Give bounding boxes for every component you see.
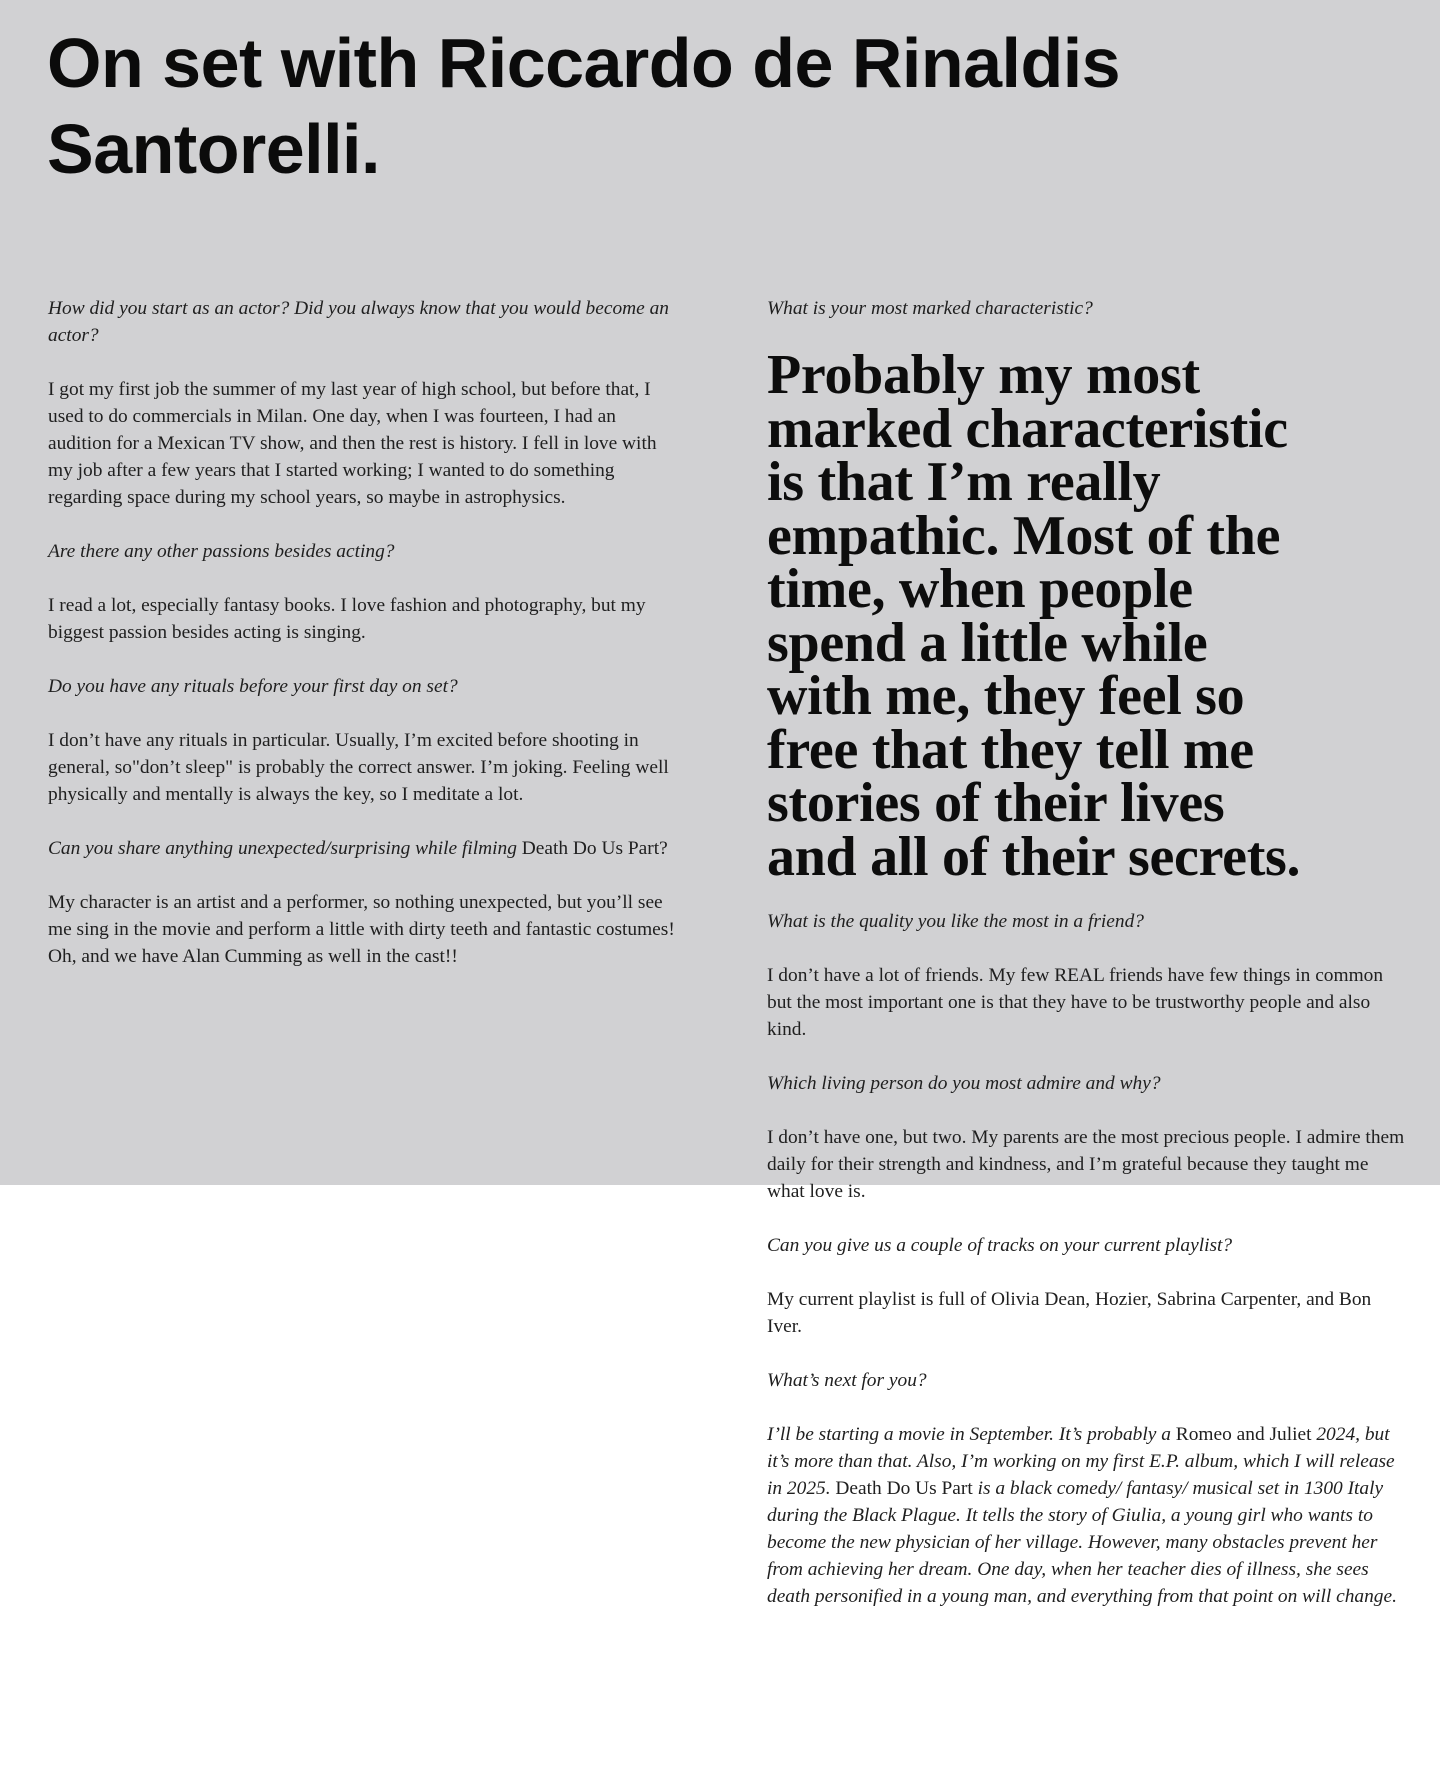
pull-quote xyxy=(767,344,1407,888)
pull-quote-line: and all of their secrets. xyxy=(767,825,1301,888)
question-rituals: Do you have any rituals before your first day on set? xyxy=(48,676,458,697)
question-unexpected-filming xyxy=(48,835,684,862)
answer-admire-person: I don’t have one, but two. My parents are the most precious people. I admire them daily for their strength and kindness, and I’m grateful because they taught me what love is. xyxy=(767,1127,1405,1202)
question-admire-person: Which living person do you most admire and why? xyxy=(767,1073,1161,1094)
question-unexpected-filming-text: Can you share anything unexpected/surprising while filming xyxy=(48,838,517,859)
movie-title-romeo-and-juliet: Romeo and Juliet xyxy=(1175,1424,1312,1445)
question-quality-in-friend: What is the quality you like the most in a friend? xyxy=(767,911,1144,932)
pull-quote-line: time, when people xyxy=(767,558,1193,620)
answer-whats-next-part-1: I’ll be starting a movie in September. It’s probably a xyxy=(767,1424,1171,1445)
pull-quote-line: spend a little while xyxy=(767,611,1208,674)
answer-whats-next-part-3: 2024, but it’s more than that. Also, I’m working on my first E.P. album, which I will release in 2025. xyxy=(767,1424,1395,1499)
answer-playlist: My current playlist is full of Olivia Dean, Hozier, Sabrina Carpenter, and Bon Iver. xyxy=(767,1289,1372,1337)
article-title-line-2: Santorelli. xyxy=(47,110,380,188)
right-column xyxy=(767,295,1407,1637)
pull-quote-line: Probably my most xyxy=(767,344,1200,406)
pull-quote-line: empathic. Most of the xyxy=(767,504,1281,567)
movie-title-death-do-us-part: Death Do Us Part? xyxy=(521,838,668,859)
answer-whats-next xyxy=(767,1421,1407,1610)
question-whats-next: What’s next for you? xyxy=(767,1370,927,1391)
pull-quote-line: marked characteristic xyxy=(767,397,1288,460)
question-marked-characteristic: What is your most marked characteristic? xyxy=(767,298,1093,319)
article-title xyxy=(47,20,1347,192)
answer-start-as-actor: I got my first job the summer of my last year of high school, but before that, I used to do commercials in Milan. One day, when I was fourteen, I had an audition for a Mexican TV show, and then the rest is history. I fell in love with my job after a few years that I started working; I wanted to do something regarding space during my school years, so maybe in astrophysics. xyxy=(48,379,657,508)
answer-unexpected-filming: My character is an artist and a performer, so nothing unexpected, but you’ll see me sing in the movie and perform a little with dirty teeth and fantastic costumes! Oh, and we have Alan Cumming as well in the cast!! xyxy=(48,892,675,967)
question-start-as-actor: How did you start as an actor? Did you always know that you would become an actor? xyxy=(48,298,669,346)
pull-quote-line: is that I’m really xyxy=(767,451,1161,513)
pull-quote-line: with me, they feel so xyxy=(767,665,1245,727)
question-other-passions: Are there any other passions besides acting? xyxy=(48,541,395,562)
movie-title-death-do-us-part-2: Death Do Us Part xyxy=(835,1478,973,1499)
article-title-line-1: On set with Riccardo de Rinaldis xyxy=(47,24,1121,102)
pull-quote-line: free that they tell me xyxy=(767,718,1254,781)
answer-quality-in-friend: I don’t have a lot of friends. My few REAL friends have few things in common but the most important one is that they have to be trustworthy people and also kind. xyxy=(767,965,1384,1040)
answer-other-passions: I read a lot, especially fantasy books. I love fashion and photography, but my biggest passion besides acting is singing. xyxy=(48,595,646,643)
answer-whats-next-part-5: is a black comedy/ fantasy/ musical set in 1300 Italy during the Black Plague. It tells the story of Giulia, a young girl who wants to become the new physician of her village. However, many obstacles prevent her from achieving her dream. One day, when her teacher dies of illness, she sees death personified in a young man, and everything from that point on will change. xyxy=(767,1478,1397,1607)
pull-quote-line: stories of their lives xyxy=(767,772,1225,834)
question-playlist: Can you give us a couple of tracks on your current playlist? xyxy=(767,1235,1233,1256)
answer-rituals: I don’t have any rituals in particular. Usually, I’m excited before shooting in general, so"don’t sleep" is probably the correct answer. I’m joking. Feeling well physically and mentally is always the key, so I meditate a lot. xyxy=(48,730,669,805)
left-column xyxy=(48,295,684,997)
